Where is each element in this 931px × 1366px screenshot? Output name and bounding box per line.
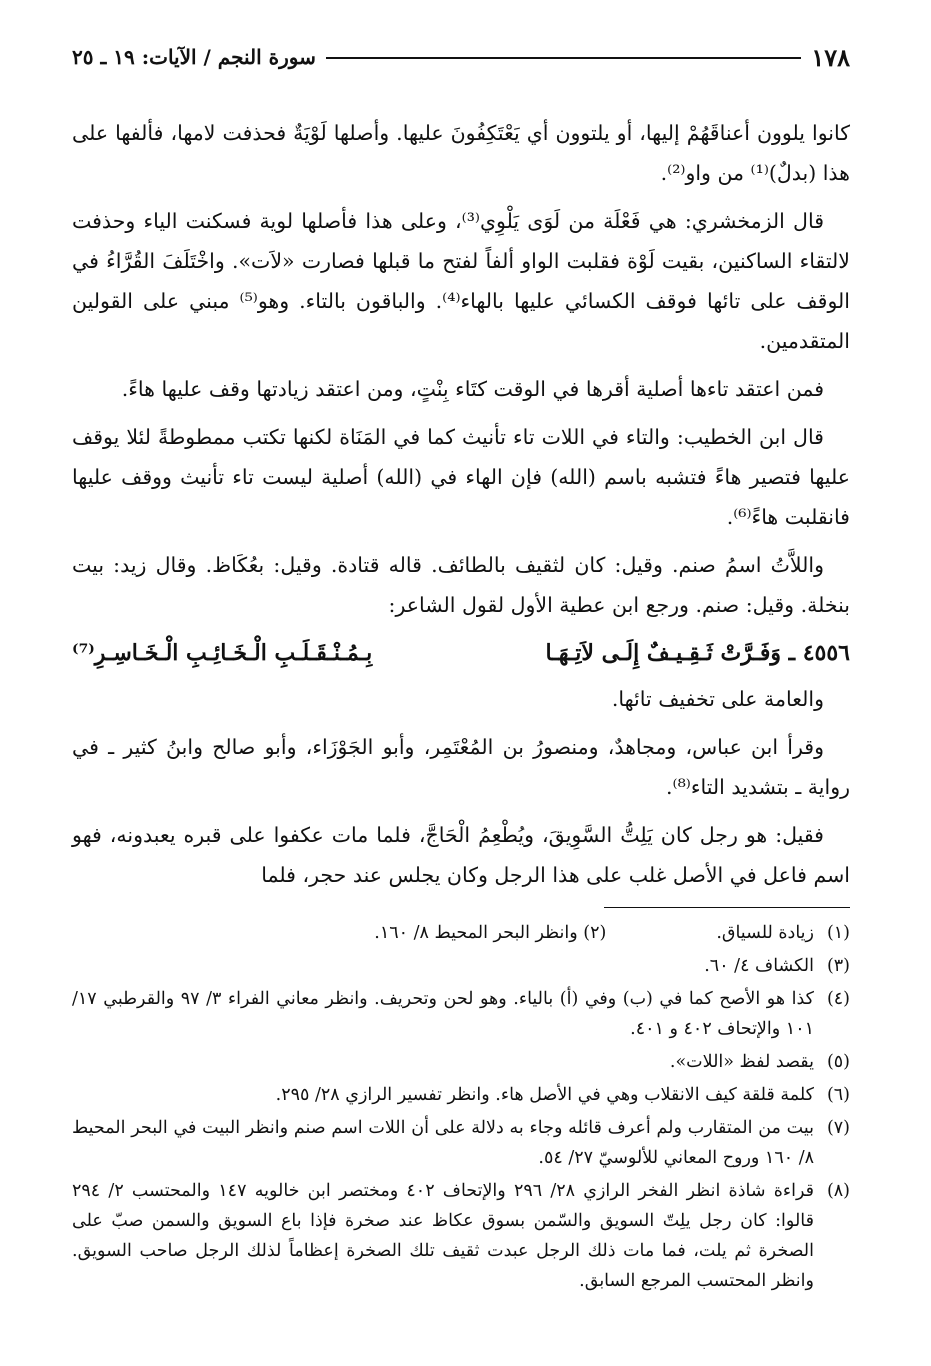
footnote-5 (72, 1047, 850, 1077)
footnote-number: (١) (826, 923, 850, 943)
footnote-number: (٤) (826, 989, 850, 1009)
footnote-number: (٥) (826, 1052, 850, 1072)
paragraph-3: فمن اعتقد تاءها أصلية أقرها في الوقت كتَاء بِنْتٍ، ومن اعتقد زيادتها وقف عليها هاءً. (121, 377, 824, 401)
footnote-1-2 (72, 918, 850, 948)
footnote-text: يقصد لفظ «اللات». (669, 1052, 814, 1072)
page-header (72, 40, 850, 74)
paragraph-1: كانوا يلوون أعناقَهُمْ إليها، أو يلتوون أي يَعْتَكِفُونَ عليها. وأصلها لَوْيَةٌ فحذفت لامها، فألفها على هذا (بدلٌ)⁽¹⁾ من واو⁽²⁾. (72, 121, 850, 185)
footnote-number: (٣) (826, 956, 850, 976)
verse-second-hemistich: بِـمُـنْـقَـلَـبِ الْـخَـائِـبِ الْـخَـاسِـرِ⁽⁷⁾ (72, 640, 373, 666)
main-text (72, 113, 850, 903)
running-title: سورة النجم / الآيات: ١٩ ـ ٢٥ (72, 45, 316, 69)
paragraph-2: قال الزمخشري: هي فَعْلَة من لَوَى يَلْوِي⁽³⁾، وعلى هذا فأصلها لوية فسكنت الياء وحذفت لالتقاء الساكنين، بقيت لَوْة فقلبت الواو ألفاً لفتح ما قبلها فصارت «لاَت». واخْتَلَفَ القُرَّاءُ في الوقف على تائها فوقف الكسائي عليها بالهاء⁽⁴⁾. والباقون بالتاء. وهو⁽⁵⁾ مبني على القولين المتقدمين. (72, 209, 850, 353)
paragraph-4: قال ابن الخطيب: والتاء في اللات تاء تأنيث كما في المَنَاة لكنها تكتب ممطوطةً لئلا يوقف عليها فتصير هاءً فتشبه باسم (الله) فإن الهاء في (الله) أصلية ليست تاء تأنيث ووقف عليها فانقلبت هاءً⁽⁶⁾. (72, 425, 850, 529)
footnote-number: (٧) (826, 1118, 850, 1138)
footnotes (72, 918, 850, 1299)
header-rule (326, 57, 801, 59)
paragraph-7: وقرأ ابن عباس، ومجاهدٌ، ومنصورُ بن المُعْتَمِر، وأبو الجَوْزَاء، وأبو صالح وابنُ كثير ـ في رواية ـ بتشديد التاء⁽⁸⁾. (72, 735, 850, 799)
footnote-7 (72, 1113, 850, 1173)
footnote-text: زيادة للسياق. (716, 923, 814, 943)
footnote-6 (72, 1080, 850, 1110)
paragraph-5: واللاَّتُ اسمُ صنم. وقيل: كان لثقيف بالطائف. قاله قتادة. وقيل: بعُكَاظ. وقال زيد: بيت بنخلة. وقيل: صنم. ورجع ابن عطية الأول لقول الشاعر: (72, 553, 850, 617)
paragraph-6: والعامة على تخفيف تائها. (611, 687, 824, 711)
footnote-text: قراءة شاذة انظر الفخر الرازي ٢٨/ ٢٩٦ والإتحاف ٤٠٢ ومختصر ابن خالويه ١٤٧ والمحتسب ٢/ ٢٩٤ قالوا: كان رجل يلِتّ السويق والسّمن بسوق عكاظ عند صخرة فإذا باع السويق والسمن صبّ على الصخرة ثم يلت، فما مات ذلك الرجل عبدت ثقيف تلك الصخرة إعظاماً لذلك الرجل صاحب السويق. وانظر المحتسب المرجع السابق. (72, 1181, 814, 1291)
footnote-3 (72, 951, 850, 981)
page-number: ١٧٨ (811, 42, 850, 72)
verse-first-hemistich: ٤٥٥٦ ـ وَفَـرَّتْ ثَـقِـيـفٌ إِلَـى لاَتِـهَـا (545, 640, 850, 666)
footnote-4 (72, 984, 850, 1044)
footnote-text: كذا هو الأصح كما في (ب) وفي (أ) بالياء. وهو لحن وتحريف. وانظر معاني الفراء ٣/ ٩٧ والقرطبي ١٧/ ١٠١ والإتحاف ٤٠٢ و ٤٠١. (72, 989, 814, 1039)
poetry-verse (72, 633, 850, 673)
footnote-text: (٢) وانظر البحر المحيط ٨/ ١٦٠. (374, 923, 607, 943)
footnote-separator (604, 907, 850, 908)
footnote-number: (٨) (826, 1181, 850, 1201)
footnote-text: كلمة قلقة كيف الانقلاب وهي في الأصل هاء. وانظر تفسير الرازي ٢٨/ ٢٩٥. (275, 1085, 814, 1105)
paragraph-8: فقيل: هو رجل كان يَلِتُّ السَّوِيقَ، ويُطْعِمُ الْحَاجَّ، فلما مات عكفوا على قبره يعبدونه، فهو اسم فاعل في الأصل غلب على هذا الرجل وكان يجلس عند حجر، فلما (72, 823, 850, 887)
footnote-text: الكشاف ٤/ ٦٠. (704, 956, 814, 976)
footnote-8 (72, 1176, 850, 1296)
footnote-number: (٦) (826, 1085, 850, 1105)
footnote-text: بيت من المتقارب ولم أعرف قائله وجاء به دلالة على أن اللات اسم صنم وانظر البيت في البحر المحيط ٨/ ١٦٠ وروح المعاني للألوسيّ ٢٧/ ٥٤. (72, 1118, 814, 1168)
